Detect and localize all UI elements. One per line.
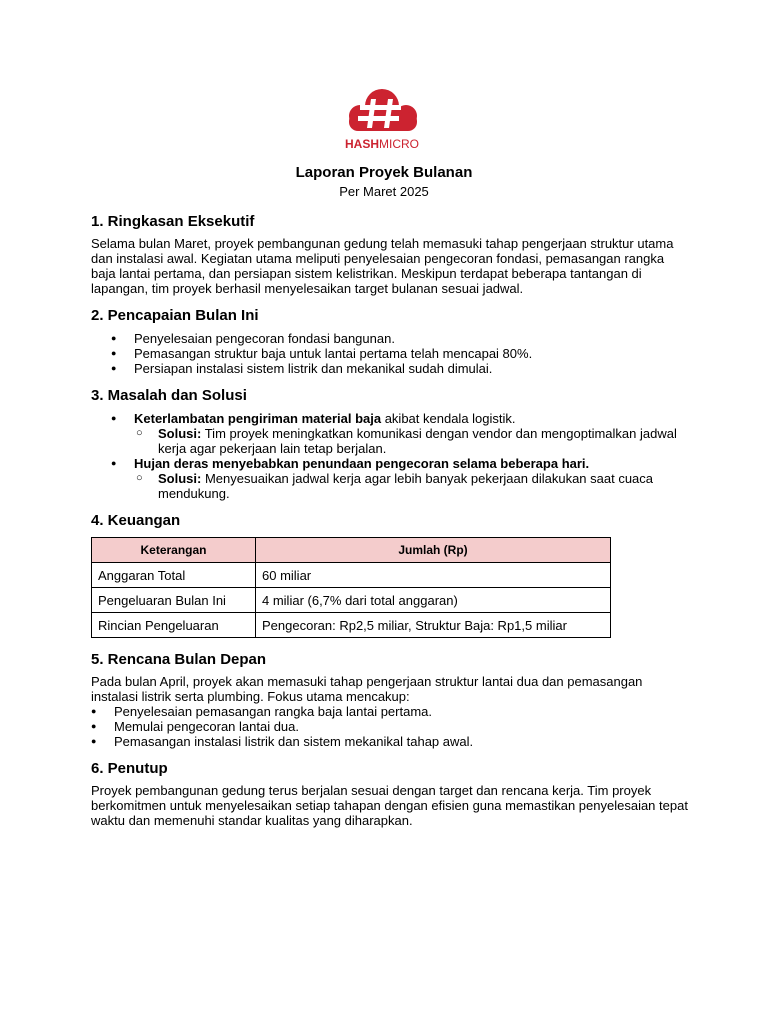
document-subtitle: Per Maret 2025 (339, 184, 429, 199)
issue-title: Hujan deras menyebabkan penundaan pengecoran selama beberapa hari. (134, 456, 590, 471)
table-row (92, 613, 611, 638)
logo-brand-bold: HASH (344, 137, 380, 150)
issue-item (91, 456, 691, 501)
solution-label: Solusi: (158, 426, 202, 441)
list-item: ● Pemasangan instalasi listrik dan sistem mekanikal tahap awal. (91, 734, 691, 749)
finance-table (91, 537, 611, 638)
list-item: ● Memulai pengecoran lantai dua. (91, 719, 691, 734)
table-row (92, 588, 611, 613)
list-item: ● Penyelesaian pemasangan rangka baja lantai pertama. (91, 704, 691, 719)
logo-brand-rest: MICRO (379, 137, 420, 150)
issues-list (91, 411, 691, 501)
section-heading-executive-summary: 1. Ringkasan Eksekutif (91, 213, 255, 230)
closing-text: Proyek pembangunan gedung terus berjalan sesuai dengan target dan rencana kerja. Tim proyek berkomitmen untuk menyelesaikan setiap tahapan dengan efisien guna memastikan penyelesaian tepat waktu dan memenuhi standar kualitas yang diharapkan. (91, 783, 688, 828)
hash-cloud-icon (336, 86, 430, 150)
hashmicro-logo (336, 86, 430, 150)
solution-text: Tim proyek meningkatkan komunikasi dengan vendor dan mengoptimalkan jadwal kerja agar pekerjaan lain tetap berjalan. (158, 426, 677, 456)
section-heading-closing: 6. Penutup (91, 760, 168, 777)
table-cell: 60 miliar (256, 563, 611, 588)
section-heading-next-month-plan: 5. Rencana Bulan Depan (91, 651, 267, 668)
executive-summary-text: Selama bulan Maret, proyek pembangunan gedung telah memasuki tahap pengerjaan struktur utama dan instalasi awal. Kegiatan utama meliputi penyelesaian pengecoran fondasi, pemasangan rangka baja lantai pertama, dan persiapan sistem kelistrikan. Meskipun terdapat beberapa tantangan di lapangan, tim proyek berhasil menyelesaikan target bulanan sesuai jadwal. (91, 236, 674, 296)
table-row (92, 563, 611, 588)
solution-label: Solusi: (158, 471, 202, 486)
table-cell: Rincian Pengeluaran (92, 613, 256, 638)
section-heading-issues: 3. Masalah dan Solusi (91, 387, 247, 404)
issue-detail: akibat kendala logistik. (381, 411, 516, 426)
document-title: Laporan Proyek Bulanan (295, 164, 473, 181)
list-item: ● Pemasangan struktur baja untuk lantai pertama telah mencapai 80%. (91, 346, 691, 361)
solution-item (134, 426, 691, 456)
table-header-cell: Keterangan (92, 538, 256, 563)
next-month-plan-text: Pada bulan April, proyek akan memasuki tahap pengerjaan struktur lantai dua dan pemasangan instalasi listrik serta plumbing. Fokus utama mencakup: (91, 674, 643, 704)
table-header-row (92, 538, 611, 563)
list-item: ● Persiapan instalasi sistem listrik dan mekanikal sudah dimulai. (91, 361, 691, 376)
section-heading-achievements: 2. Pencapaian Bulan Ini (91, 307, 259, 324)
table-cell: Anggaran Total (92, 563, 256, 588)
table-cell: 4 miliar (6,7% dari total anggaran) (256, 588, 611, 613)
solution-text: Menyesuaikan jadwal kerja agar lebih banyak pekerjaan dilakukan saat cuaca mendukung. (158, 471, 654, 501)
issue-title: Keterlambatan pengiriman material baja (134, 411, 382, 426)
table-cell: Pengecoran: Rp2,5 miliar, Struktur Baja: Rp1,5 miliar (256, 613, 611, 638)
table-header-cell: Jumlah (Rp) (256, 538, 611, 563)
list-item: ● Penyelesaian pengecoran fondasi bangunan. (91, 331, 691, 346)
solution-item (134, 471, 691, 501)
next-month-plan-list (91, 704, 691, 749)
issue-item (91, 411, 691, 456)
section-heading-finance: 4. Keuangan (91, 512, 181, 529)
svg-text:HASHMICRO (345, 137, 419, 150)
table-cell: Pengeluaran Bulan Ini (92, 588, 256, 613)
achievements-list (91, 331, 691, 376)
document-body (91, 212, 691, 828)
